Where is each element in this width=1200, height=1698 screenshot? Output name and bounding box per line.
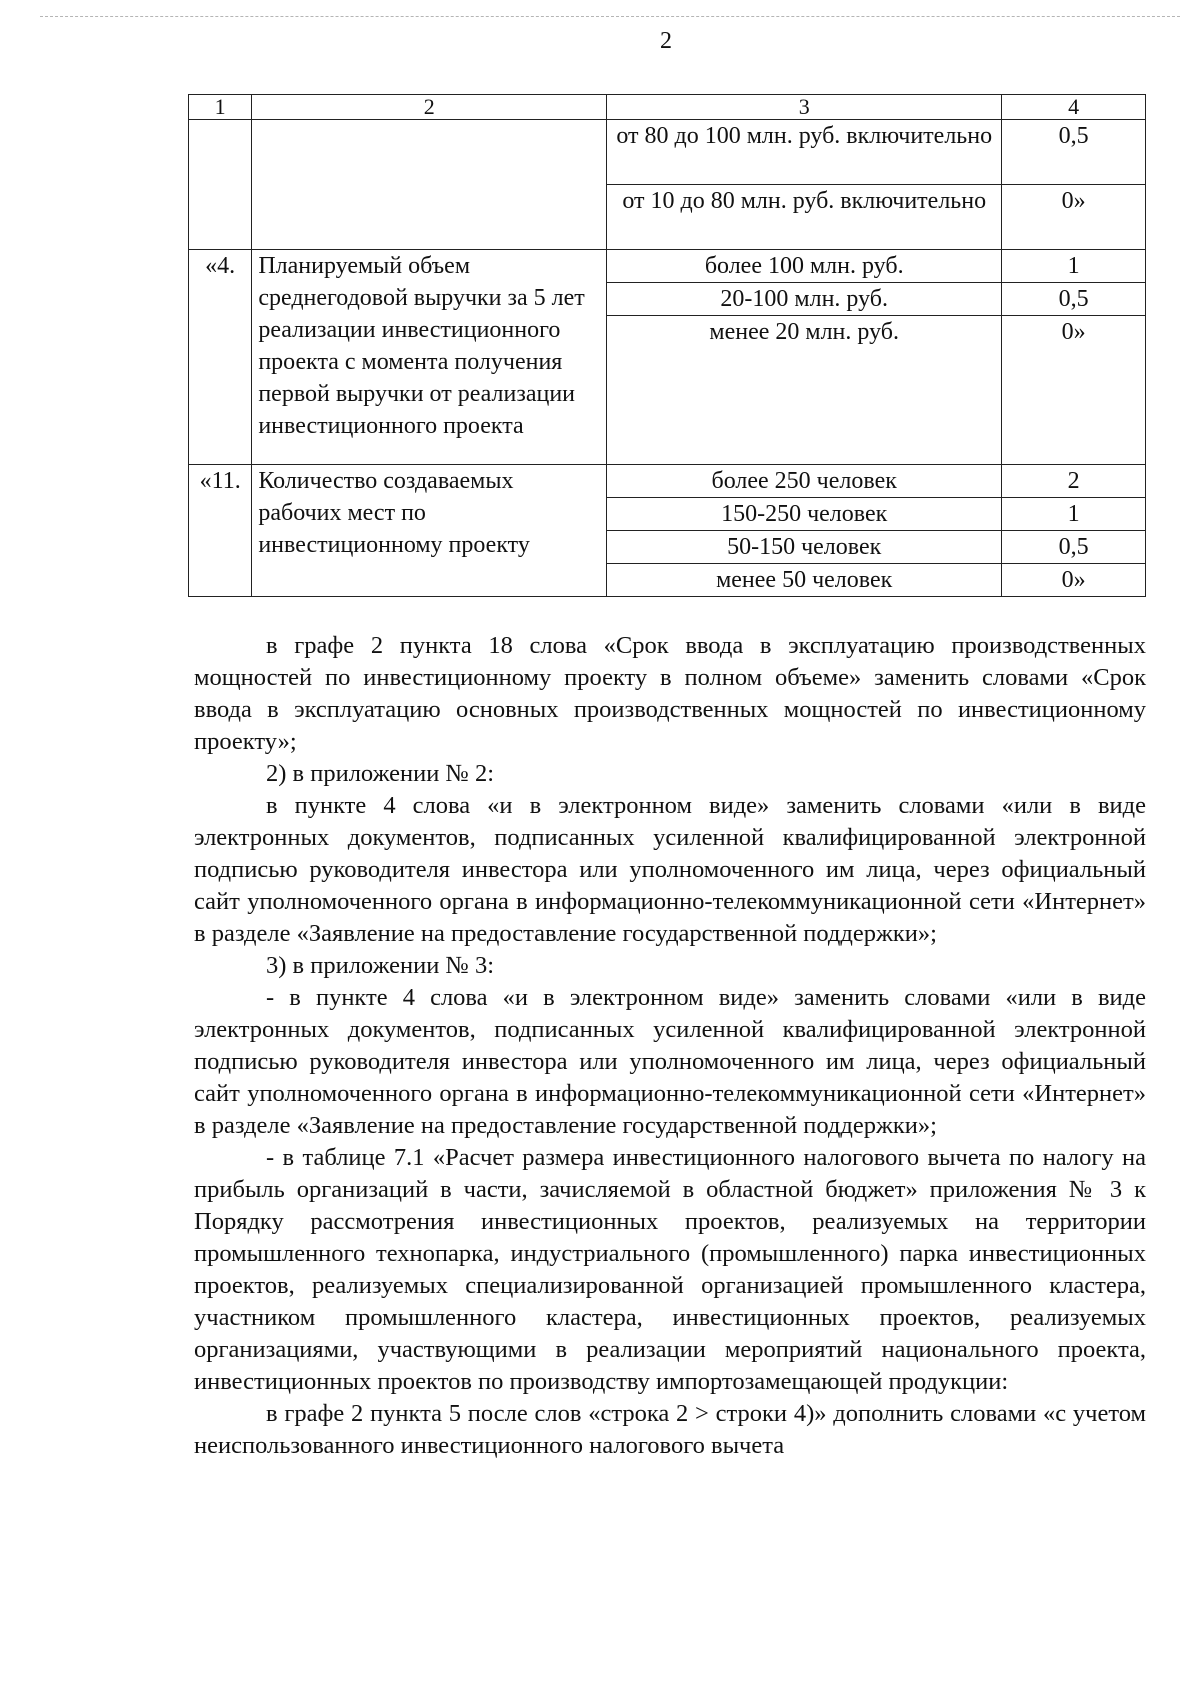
paragraph-graph2-item5: в графе 2 пункта 5 после слов «строка 2 > строки 4)» дополнить словами «с учетом неиспользованного инвестиционного налогового вычета bbox=[194, 1400, 1146, 1459]
criterion-value: более 100 млн. руб. bbox=[607, 250, 1002, 283]
criterion-value: от 80 до 100 млн. руб. включительно bbox=[607, 120, 1002, 185]
criterion-score: 0,5 bbox=[1002, 283, 1146, 316]
criterion-score: 1 bbox=[1002, 250, 1146, 283]
criteria-table bbox=[188, 94, 1146, 597]
criterion-value: 50-150 человек bbox=[607, 531, 1002, 564]
paragraph-appendix2-heading: 2) в приложении № 2: bbox=[266, 760, 495, 787]
body-text bbox=[194, 630, 1146, 1462]
criterion-value: от 10 до 80 млн. руб. включительно bbox=[607, 185, 1002, 250]
table-header-row bbox=[189, 95, 1146, 120]
criterion-score: 0» bbox=[1002, 564, 1146, 597]
criterion-score: 1 bbox=[1002, 498, 1146, 531]
paragraph-appendix2-item4: в пункте 4 слова «и в электронном виде» заменить словами «или в виде электронных документов, подписанных усиленной квалифицированной электронной подписью руководителя инвестора или уполномоченного им лица, через официальный сайт уполномоченного органа в информационно-телекоммуникационной сети «Интернет» в разделе «Заявление на предоставление государственной поддержки»; bbox=[194, 792, 1146, 947]
paragraph-appendix3-item4: - в пункте 4 слова «и в электронном виде» заменить словами «или в виде электронных документов, подписанных усиленной квалифицированной электронной подписью руководителя инвестора или уполномоченного им лица, через официальный сайт уполномоченного органа в информационно-телекоммуникационной сети «Интернет» в разделе «Заявление на предоставление государственной поддержки»; bbox=[194, 984, 1146, 1139]
criterion-score: 0» bbox=[1002, 316, 1146, 465]
header-col-3: 3 bbox=[607, 95, 1002, 120]
criterion-value: более 250 человек bbox=[607, 465, 1002, 498]
table-row bbox=[189, 250, 1146, 283]
criterion-score: 0,5 bbox=[1002, 531, 1146, 564]
criterion-value: 20-100 млн. руб. bbox=[607, 283, 1002, 316]
header-col-2: 2 bbox=[252, 95, 607, 120]
criterion-score: 0» bbox=[1002, 185, 1146, 250]
criterion-score: 2 bbox=[1002, 465, 1146, 498]
cont-num-cell bbox=[189, 120, 252, 250]
criterion-value: менее 50 человек bbox=[607, 564, 1002, 597]
page-number: 2 bbox=[660, 28, 672, 54]
criterion-name: Количество создаваемых рабочих мест по инвестиционному проекту bbox=[252, 465, 607, 597]
table-row bbox=[189, 465, 1146, 498]
item-number: «4. bbox=[189, 250, 252, 465]
cont-name-cell bbox=[252, 120, 607, 250]
paragraph-table-7-1: - в таблице 7.1 «Расчет размера инвестиционного налогового вычета по налогу на прибыль организаций в части, зачисляемой в областной бюджет» приложения № 3 к Порядку рассмотрения инвестиционных проектов, реализуемых на территории промышленного технопарка, индустриального (промышленного) парка инвестиционных проектов, реализуемых специализированной организацией промышленного кластера, участником промышленного кластера, инвестиционных проектов, реализуемых организациями, участвующими в реализации мероприятий национального проекта, инвестиционных проектов по производству импортозамещающей продукции: bbox=[194, 1144, 1146, 1395]
paragraph-graph2-item18: в графе 2 пункта 18 слова «Срок ввода в эксплуатацию производственных мощностей по инвестиционному проекту в полном объеме» заменить словами «Срок ввода в эксплуатацию основных производственных мощностей по инвестиционному проекту»; bbox=[194, 632, 1146, 755]
scan-edge-line bbox=[40, 16, 1180, 17]
paragraph-appendix3-heading: 3) в приложении № 3: bbox=[266, 952, 495, 979]
criterion-name: Планируемый объем среднегодовой выручки за 5 лет реализации инвестиционного проекта с момента получения первой выручки от реализации инвестиционного проекта bbox=[252, 250, 607, 465]
header-col-4: 4 bbox=[1002, 95, 1146, 120]
criterion-value: менее 20 млн. руб. bbox=[607, 316, 1002, 465]
criterion-score: 0,5 bbox=[1002, 120, 1146, 185]
header-col-1: 1 bbox=[189, 95, 252, 120]
table-row bbox=[189, 120, 1146, 185]
criterion-value: 150-250 человек bbox=[607, 498, 1002, 531]
item-number: «11. bbox=[189, 465, 252, 597]
